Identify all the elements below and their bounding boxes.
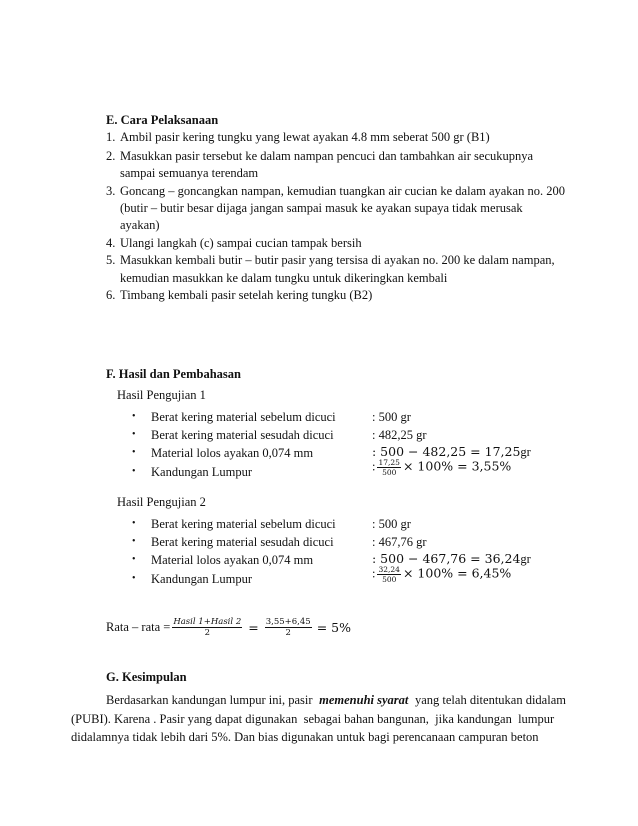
- bullet-icon: •: [132, 554, 136, 565]
- colon: :: [372, 459, 376, 474]
- fraction-denominator: 2: [204, 628, 210, 638]
- conclusion-line-1: [106, 693, 566, 708]
- fraction-denominator: 500: [382, 575, 397, 584]
- bullet-icon: •: [132, 466, 136, 477]
- fraction-numerator: 17,25: [378, 458, 400, 467]
- material-lolos-equation: : 500 − 467,76 = 36,24: [372, 551, 521, 566]
- mud-percentage: × 100% = 3,55%: [402, 458, 512, 474]
- bullet-icon: •: [132, 429, 136, 440]
- conclusion-line-2: [71, 712, 566, 727]
- test-2-row-value: : 500 gr: [372, 517, 411, 531]
- test-1-row-label: Material lolos ayakan 0,074 mm: [151, 446, 314, 460]
- list-item: Masukkan pasir tersebut ke dalam nampan pencuci dan tambahkan air secukupnya: [120, 149, 534, 163]
- list-item: Timbang kembali pasir setelah kering tungku (B2): [120, 288, 373, 302]
- material-lolos-equation: : 500 − 482,25 = 17,25: [372, 444, 521, 459]
- section-g-heading: G. Kesimpulan: [106, 670, 187, 684]
- test-1-row-label: Berat kering material sesudah dicuci: [151, 428, 334, 442]
- list-item-continuation: kemudian masukkan ke dalam tungku untuk dikeringkan kembali: [120, 271, 448, 285]
- average-result: = 5%: [316, 620, 351, 635]
- list-item-number: 1.: [106, 130, 116, 144]
- conclusion-text: Berdasarkan kandungan lumpur ini, pasir: [106, 693, 313, 707]
- list-item: Ulangi langkah (c) sampai cucian tampak bersih: [120, 236, 362, 250]
- average-fraction-formula: [172, 617, 242, 638]
- list-item-number: 5.: [106, 253, 116, 267]
- test-1-mud-content: [372, 458, 511, 477]
- conclusion-line-3: didalamnya tidak lebih dari 5%. Dan bias digunakan untuk bagi perencanaan campuran beton: [71, 730, 539, 744]
- bullet-icon: •: [132, 518, 136, 529]
- test-2-title: Hasil Pengujian 2: [117, 495, 206, 509]
- list-item-number: 6.: [106, 288, 116, 302]
- unit-gr: gr: [520, 445, 531, 459]
- test-1-row-value: : 482,25 gr: [372, 428, 427, 442]
- test-2-row-label: Material lolos ayakan 0,074 mm: [151, 553, 314, 567]
- test-2-mud-content: [372, 565, 511, 584]
- conclusion-text: (PUBI). Karena . Pasir yang dapat digunakan sebagai bahan bangunan, jika kandungan lumpur: [71, 712, 555, 726]
- average-fraction-values: [265, 617, 312, 638]
- list-item-number: 2.: [106, 149, 116, 163]
- fraction-numerator: 32,24: [378, 565, 400, 574]
- list-item-number: 4.: [106, 236, 116, 250]
- fraction-numerator: 3,55+6,45: [265, 617, 311, 627]
- conclusion-text: yang telah ditentukan didalam: [414, 693, 566, 707]
- section-e-heading: E. Cara Pelaksanaan: [106, 113, 219, 127]
- list-item: Ambil pasir kering tungku yang lewat ayakan 4.8 mm seberat 500 gr (B1): [120, 130, 490, 144]
- colon: :: [372, 566, 376, 581]
- test-1-row-value: : 500 gr: [372, 410, 411, 424]
- test-2-row-label: Berat kering material sebelum dicuci: [151, 517, 336, 531]
- bullet-icon: •: [132, 411, 136, 422]
- test-2-row-label: Berat kering material sesudah dicuci: [151, 535, 334, 549]
- bullet-icon: •: [132, 447, 136, 458]
- average-equation: [106, 617, 351, 638]
- fraction-numerator: Hasil 1+Hasil 2: [173, 617, 242, 627]
- list-item-continuation: (butir – butir besar dijaga jangan sampai masuk ke ayakan supaya tidak merusak: [120, 201, 523, 215]
- bullet-icon: •: [132, 573, 136, 584]
- test-2-row-label: Kandungan Lumpur: [151, 572, 253, 586]
- bullet-icon: •: [132, 536, 136, 547]
- test-2-row-value: : 467,76 gr: [372, 535, 427, 549]
- list-item: Goncang – goncangkan nampan, kemudian tuangkan air cucian ke dalam ayakan no. 200: [120, 184, 565, 198]
- fraction: [377, 458, 400, 477]
- list-item-continuation: ayakan): [120, 218, 160, 232]
- conclusion-emphasis: memenuhi syarat: [319, 693, 409, 707]
- equals-sign: =: [248, 620, 259, 635]
- section-f-heading: F. Hasil dan Pembahasan: [106, 367, 241, 381]
- list-item-number: 3.: [106, 184, 116, 198]
- list-item-continuation: sampai semuanya terendam: [120, 166, 259, 180]
- test-1-row-label: Kandungan Lumpur: [151, 465, 253, 479]
- fraction-denominator: 2: [285, 628, 291, 638]
- unit-gr: gr: [520, 552, 531, 566]
- test-1-row-label: Berat kering material sebelum dicuci: [151, 410, 336, 424]
- list-item: Masukkan kembali butir – butir pasir yang tersisa di ayakan no. 200 ke dalam nampan,: [120, 253, 555, 267]
- fraction: [377, 565, 400, 584]
- test-1-title: Hasil Pengujian 1: [117, 388, 206, 402]
- fraction-denominator: 500: [382, 468, 397, 477]
- mud-percentage: × 100% = 6,45%: [402, 565, 512, 581]
- average-label: Rata – rata =: [106, 620, 171, 634]
